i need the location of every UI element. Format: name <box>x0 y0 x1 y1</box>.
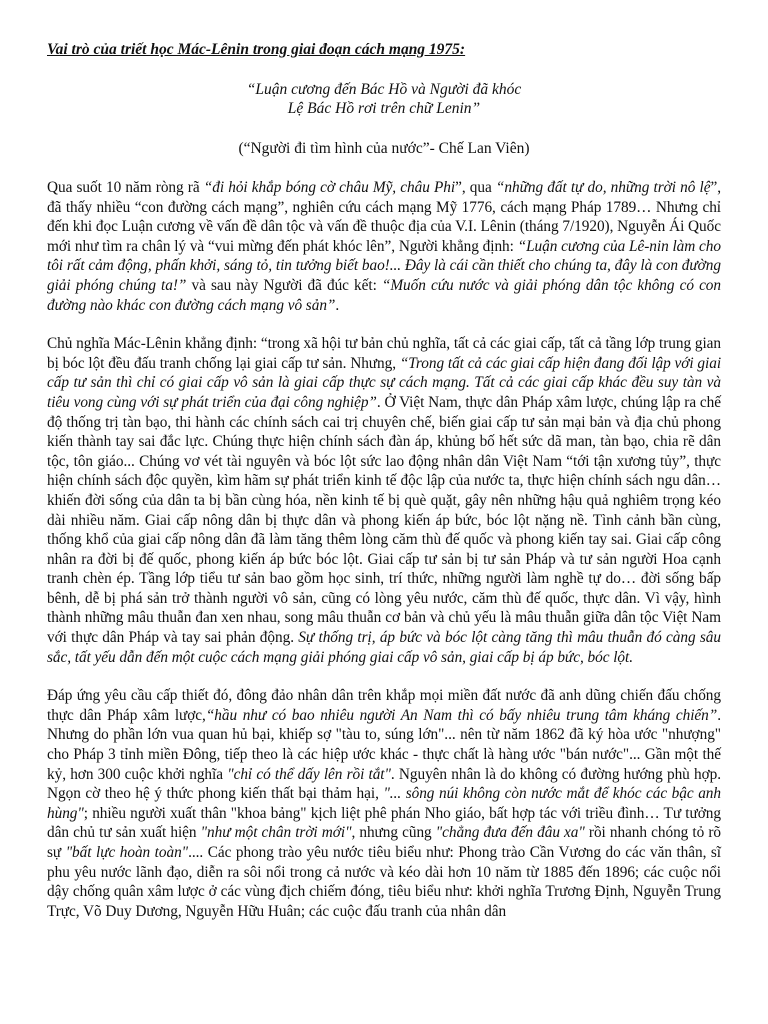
text-run: . Nguyên nhân là do không có đường hướng phù hợp. Ngọn cờ theo hệ ý thức phong kiến thất bại thảm hại, <box>47 765 721 803</box>
italic-quote: "như một chân trời mới" <box>200 824 352 842</box>
italic-quote: Sự thống trị, áp bức và bóc lột càng tăng thì mâu thuẫn đó càng sâu sắc, tất yếu dẫn đến một cuộc cách mạng giải phóng giai cấp vô sản, giai cấp bị áp bức, bóc lột. <box>47 629 721 666</box>
text-run: ”, qua <box>455 179 496 196</box>
text-run: Qua suốt 10 năm ròng rã <box>47 179 204 196</box>
italic-quote: “đi hỏi khắp bóng cờ châu Mỹ, châu Phi <box>203 179 456 196</box>
text-run: . Ở Việt Nam, thực dân Pháp xâm lược, chúng lập ra chế độ thống trị tàn bạo, thi hành các chính sách cai trị chuyên chế, biến giai cấp tư sản mại bản và địa chủ phong kiến thành tay sai đắc lực. Chúng thực hiện chính sách đàn áp, khủng bố hết sức dã man, tàn bạo, chia rẽ dân tộc, tôn giáo... Chúng vơ vét tài nguyên và bóc lột sức lao động nhân dân Việt Nam “tới tận xương tủy”, thực hiện chính sách độc quyền, kìm hãm sự phát triển kinh tế độc lập của nước ta, thực hiện chính sách ngu dân… khiến đời sống của dân ta bị bần cùng hóa, nền kinh tế bị què quặt, gây nên những hậu quả nghiêm trọng kéo dài nhiều năm. Giai cấp nông dân bị thực dân và phong kiến áp bức, bóc lột nặng nề. Tình cảnh bần cùng, thống khổ của giai cấp nông dân đã làm tăng thêm lòng căm thù đế quốc và phong kiến tay sai. Giai cấp công nhân ra đời bị đế quốc, phong kiến áp bức bóc lột. Giai cấp tư sản bị tư sản Pháp và tư sản người Hoa cạnh tranh chèn ép. Tầng lớp tiểu tư sản bao gồm học sinh, trí thức, những người làm nghề tự do… đời sống bấp bênh, dễ bị phá sản trở thành người vô sản, cũng có lòng yêu nước, căm thù đế quốc, thực dân. Vì vậy, hình thành những mâu thuẫn đan xen nhau, song mâu thuẫn cơ bản và chủ yếu là mâu thuẫn giữa dân tộc Việt Nam với thực dân Pháp và tay sai phản động. <box>47 393 721 647</box>
italic-quote: "... sông núi không còn nước mắt để khóc các bậc anh hùng" <box>47 785 721 822</box>
italic-quote: "chỉ có thể dấy lên rồi tắt" <box>227 765 391 783</box>
italic-quote: “Muốn cứu nước và giải phóng dân tộc không có con đường nào khác con đường cách mạng vô sản” <box>47 276 722 314</box>
italic-quote: "bất lực hoàn toàn" <box>65 844 189 861</box>
italic-quote: "chẳng đưa đến đâu xa" <box>435 824 585 842</box>
text-run: ”, đã thấy nhiều “con đường cách mạng”, nghiên cứu cách mạng Mỹ 1776, cách mạng Pháp 1789… Nhưng chỉ đến khi đọc Luận cương về vấn đề dân tộc và vấn đề thuộc địa của V.I. Lênin (tháng 7/1920), Nguyễn Ái Quốc mới như tìm ra chân lý và “vui mừng đến phát khóc lên”, Người khẳng định: <box>47 179 721 255</box>
document-title: Vai trò của triết học Mác-Lênin trong giai đoạn cách mạng 1975: <box>47 41 466 58</box>
epigraph-attribution: (“Người đi tìm hình của nước”- Chế Lan Viên) <box>238 140 530 157</box>
text-run: ; nhiều người xuất thân "khoa bảng" kịch liệt phê phán Nho giáo, bất hợp tác với triều đình… Tư tưởng dân chủ tư sản xuất hiện <box>47 804 721 842</box>
italic-quote: “những đất tự do, những trời nô lệ <box>495 179 711 196</box>
epigraph-line-1: “Luận cương đến Bác Hồ và Người đã khóc <box>246 81 522 98</box>
text-run: Chủ nghĩa Mác-Lênin khẳng định: “trong xã hội tư bản chủ nghĩa, tất cả các giai cấp, tất cả tầng lớp trung gian bị bóc lột đều đấu tranh chống lại giai cấp tư sản. Nhưng, <box>47 335 721 372</box>
italic-quote: “Luận cương của Lê-nin làm cho tôi rất cảm động, phấn khởi, sáng tỏ, tin tưởng biết bao!... Đây là cái cần thiết cho chúng ta, đây là con đường giải phóng chúng ta!” <box>47 237 721 294</box>
epigraph <box>47 80 721 118</box>
paragraph <box>47 686 721 921</box>
text-run: và sau này Người đã đúc kết: <box>186 276 382 294</box>
text-run: Đáp ứng yêu cầu cấp thiết đó, đông đảo nhân dân trên khắp mọi miền đất nước đã anh dũng chiến đấu chống thực dân Pháp xâm lược, <box>47 687 721 724</box>
text-run: , nhưng cũng <box>351 824 436 842</box>
epigraph-line-2: Lệ Bác Hồ rơi trên chữ Lenin” <box>287 100 481 117</box>
text-run: . <box>335 296 340 314</box>
paragraph <box>47 334 721 667</box>
paragraph <box>47 178 721 315</box>
document-page <box>47 40 721 940</box>
text-run: rồi nhanh chóng tỏ rõ sự <box>47 824 721 861</box>
italic-quote: “Trong tất cả các giai cấp hiện đang đối lập với giai cấp tư sản thì chỉ có giai cấp vô sản là giai cấp thực sự cách mạng. Tất cả các giai cấp khác đều suy tàn và tiêu vong cùng với sự phát triển của đại công nghiệp” <box>47 354 722 411</box>
italic-quote: “hầu như có bao nhiêu người An Nam thì có bấy nhiêu trung tâm kháng chiến” <box>205 706 718 724</box>
text-run: .... Các phong trào yêu nước tiêu biểu như: Phong trào Cần Vương do các văn thân, sĩ phu yêu nước lãnh đạo, diễn ra sôi nổi trong cả nước và kéo dài hơn 10 năm từ 1885 đến 1896; các cuộc nổi dậy chống quân xâm lược ở các vùng địch chiếm đóng, tiêu biểu như: khởi nghĩa Trương Định, Nguyễn Trung Trực, Võ Duy Dương, Nguyễn Hữu Huân; các cuộc đấu tranh của nhân dân <box>47 844 721 920</box>
text-run: . Nhưng do phần lớn vua quan hủ bại, khiếp sợ "tàu to, súng lớn"... nên từ năm 1862 đã ký hòa ước "nhượng" cho Pháp 3 tỉnh miền Đông, tiếp theo là các hiệp ước khác - thực chất là hàng ước "bán nước"... Gần một thế kỷ, hơn 300 cuộc khởi nghĩa <box>47 706 721 783</box>
